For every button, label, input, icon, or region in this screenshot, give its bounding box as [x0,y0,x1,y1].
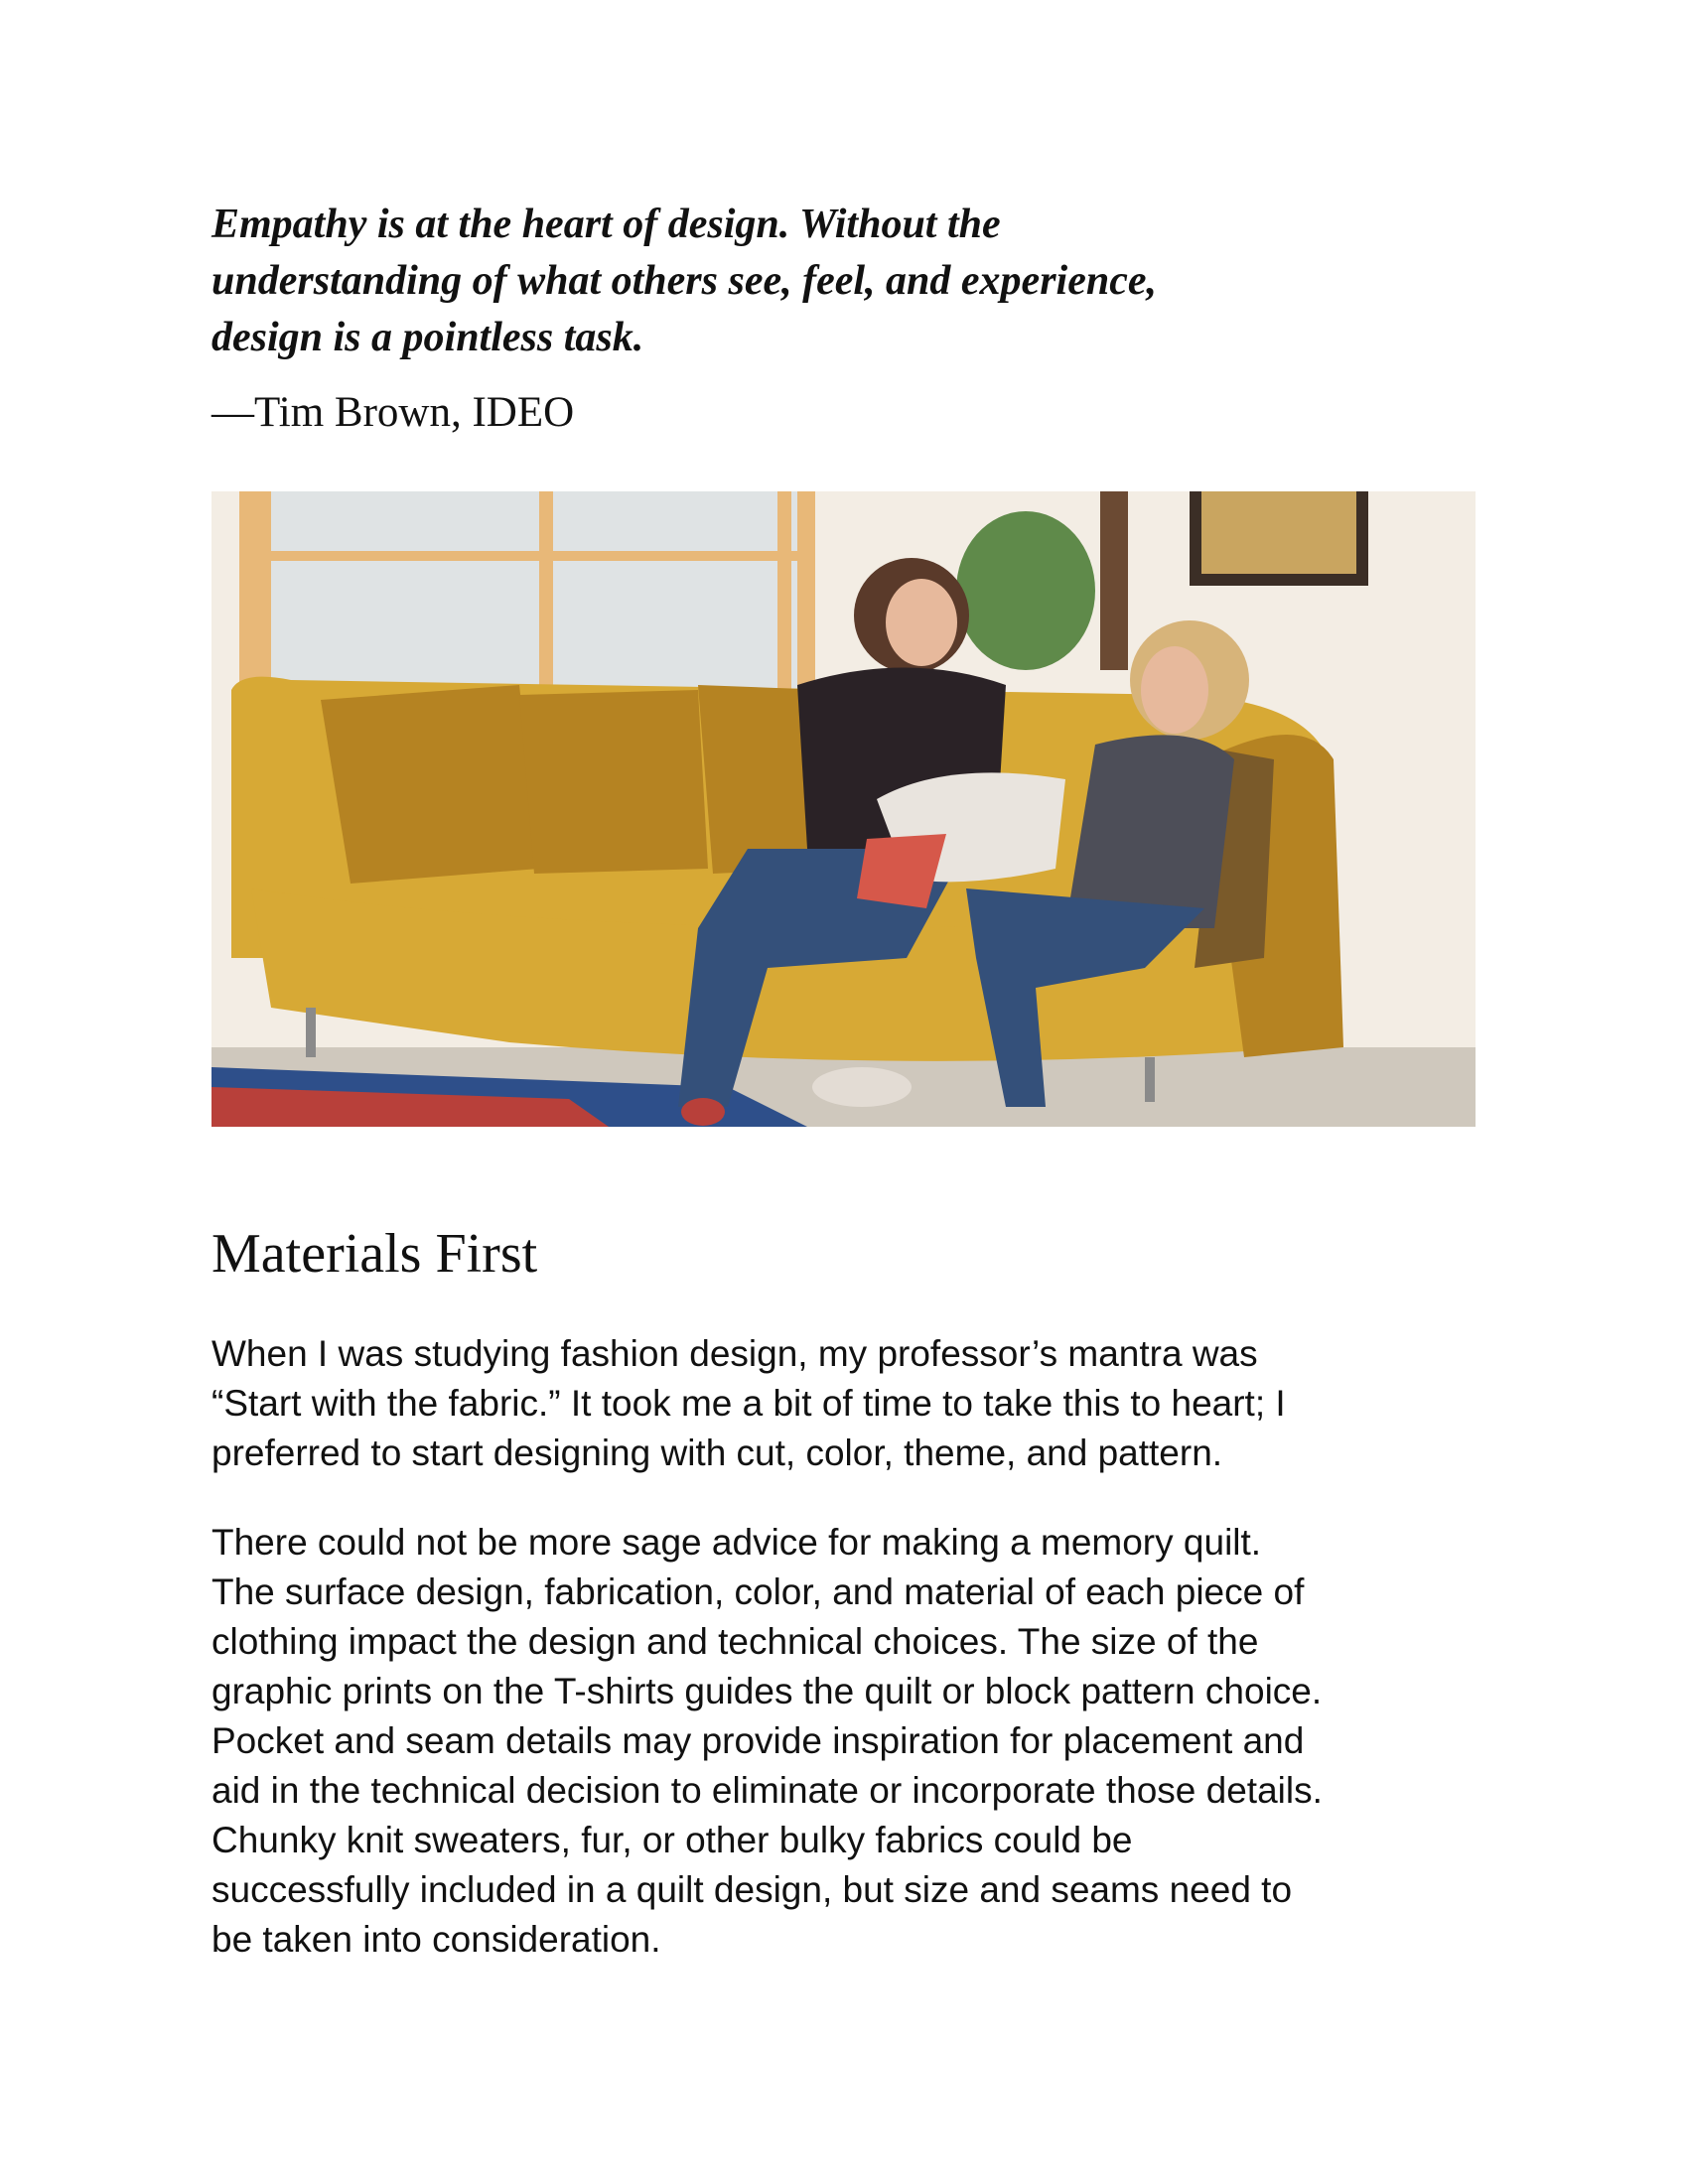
window-mullion [539,491,553,710]
quote-line: design is a pointless task. [211,315,644,360]
picture-art [1201,491,1356,574]
body-paragraph [211,1518,1477,1965]
sofa-leg [306,1008,316,1057]
paragraph-line: “Start with the fabric.” It took me a bit of time to take this to heart; I [211,1383,1286,1424]
paragraph-line: Chunky knit sweaters, fur, or other bulky fabrics could be [211,1820,1133,1860]
sofa-leg [1145,1057,1155,1102]
quote-attribution: —Tim Brown, IDEO [211,389,575,436]
person-left-red-sock [681,1098,725,1126]
photo-two-women-on-sofa [211,491,1476,1127]
window-mullion [777,491,791,710]
sofa-pillow [321,685,539,884]
person-right-boot [812,1067,912,1107]
paragraph-line: The surface design, fabrication, color, and material of each piece of [211,1571,1305,1612]
epigraph-quote [211,197,1304,366]
paragraph-line: preferred to start designing with cut, color, theme, and pattern. [211,1433,1223,1473]
paragraph-line: be taken into consideration. [211,1919,661,1960]
paragraph-line: There could not be more sage advice for making a memory quilt. [211,1522,1262,1563]
section-heading: Materials First [211,1223,538,1285]
paragraph-line: Pocket and seam details may provide inspiration for placement and [211,1720,1305,1761]
paragraph-line: successfully included in a quilt design, but size and seams need to [211,1869,1293,1910]
window [271,491,797,710]
paragraph-line: graphic prints on the T-shirts guides the quilt or block pattern choice. [211,1671,1323,1711]
person-left-face [886,579,957,666]
quote-line: Empathy is at the heart of design. Without the [211,202,1001,247]
sofa-pillow [519,690,708,874]
window-mullion [271,551,797,561]
person-right-face [1141,646,1208,734]
paragraph-line: aid in the technical decision to eliminate or incorporate those details. [211,1770,1323,1811]
door-frame [1100,491,1128,670]
document-page [211,0,1477,2184]
quote-line: understanding of what others see, feel, and experience, [211,258,1157,304]
body-paragraph [211,1329,1477,1478]
plant [956,511,1095,670]
paragraph-line: When I was studying fashion design, my professor’s mantra was [211,1333,1258,1374]
photo-illustration [211,491,1476,1127]
paragraph-line: clothing impact the design and technical choices. The size of the [211,1621,1259,1662]
